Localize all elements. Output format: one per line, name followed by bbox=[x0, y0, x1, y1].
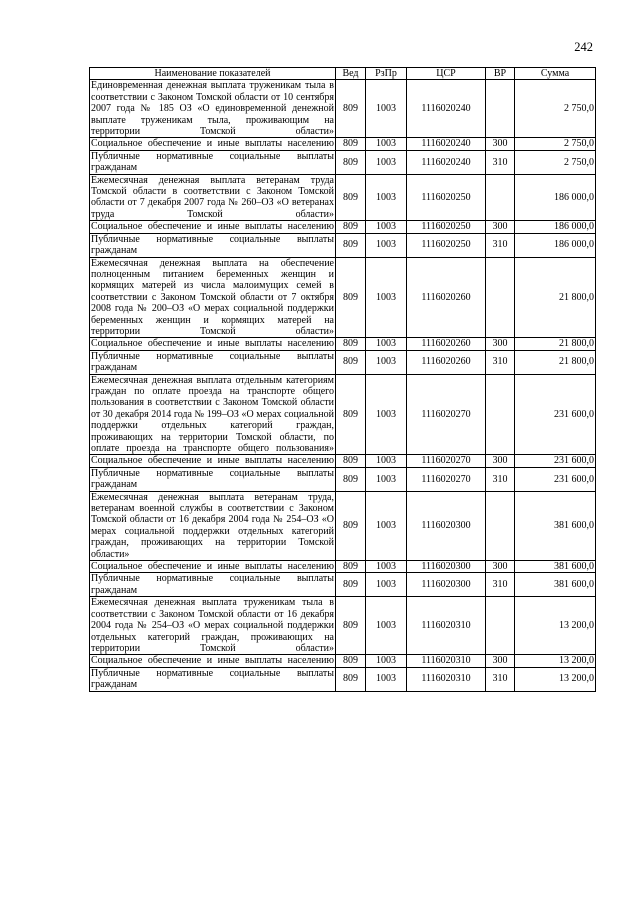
row-ved: 809 bbox=[336, 350, 366, 374]
row-rzpr: 1003 bbox=[366, 233, 407, 257]
row-vr: 310 bbox=[486, 667, 515, 691]
table-row bbox=[90, 561, 596, 573]
row-rzpr: 1003 bbox=[366, 573, 407, 597]
row-ved: 809 bbox=[336, 374, 366, 455]
row-sum: 21 800,0 bbox=[515, 257, 596, 338]
row-sum: 2 750,0 bbox=[515, 150, 596, 174]
row-name: Публичные нормативные социальные выплаты гражданам bbox=[91, 150, 334, 174]
table-row bbox=[90, 150, 596, 174]
row-vr: 300 bbox=[486, 221, 515, 233]
row-rzpr: 1003 bbox=[366, 597, 407, 655]
row-name: Публичные нормативные социальные выплаты гражданам bbox=[91, 573, 334, 596]
row-rzpr: 1003 bbox=[366, 561, 407, 573]
table-row bbox=[90, 667, 596, 691]
row-ved: 809 bbox=[336, 233, 366, 257]
row-name: Ежемесячная денежная выплата ветеранам труда, ветеранам военной службы в соответствии с Законом Томской области от 16 декабря 2004 года № 254–ОЗ «О мерах социальной поддержки отдельных категорий граждан, проживающих на территории Томской области» bbox=[91, 491, 334, 560]
row-sum: 186 000,0 bbox=[515, 233, 596, 257]
row-rzpr: 1003 bbox=[366, 667, 407, 691]
header-name: Наименование показателей bbox=[90, 68, 336, 80]
row-csr: 1116020260 bbox=[407, 350, 486, 374]
row-vr: 310 bbox=[486, 350, 515, 374]
table-row bbox=[90, 233, 596, 257]
row-rzpr: 1003 bbox=[366, 138, 407, 150]
table-row bbox=[90, 455, 596, 467]
row-ved: 809 bbox=[336, 655, 366, 667]
row-ved: 809 bbox=[336, 174, 366, 221]
row-vr bbox=[486, 174, 515, 221]
row-sum: 13 200,0 bbox=[515, 667, 596, 691]
table-row bbox=[90, 80, 596, 138]
row-vr: 310 bbox=[486, 150, 515, 174]
row-csr: 1116020260 bbox=[407, 338, 486, 350]
row-csr: 1116020310 bbox=[407, 597, 486, 655]
table-row bbox=[90, 491, 596, 560]
row-name: Ежемесячная денежная выплата труженикам тыла в соответствии с Законом Томской области от 16 декабря 2004 года № 254–ОЗ «О мерах социальной поддержки отдельных категорий граждан, проживающих на территории Томской области» bbox=[91, 597, 334, 654]
row-rzpr: 1003 bbox=[366, 467, 407, 491]
row-rzpr: 1003 bbox=[366, 374, 407, 455]
row-rzpr: 1003 bbox=[366, 150, 407, 174]
row-sum: 381 600,0 bbox=[515, 561, 596, 573]
row-ved: 809 bbox=[336, 221, 366, 233]
table-row bbox=[90, 467, 596, 491]
row-ved: 809 bbox=[336, 150, 366, 174]
row-sum: 381 600,0 bbox=[515, 573, 596, 597]
row-rzpr: 1003 bbox=[366, 350, 407, 374]
table-row bbox=[90, 655, 596, 667]
row-vr bbox=[486, 491, 515, 560]
row-sum: 21 800,0 bbox=[515, 350, 596, 374]
table-row bbox=[90, 221, 596, 233]
header-vr: ВР bbox=[486, 68, 515, 80]
table-row bbox=[90, 174, 596, 221]
row-csr: 1116020310 bbox=[407, 667, 486, 691]
row-name: Социальное обеспечение и иные выплаты населению bbox=[91, 655, 334, 667]
row-name: Социальное обеспечение и иные выплаты населению bbox=[91, 455, 334, 467]
row-csr: 1116020250 bbox=[407, 233, 486, 257]
row-name: Публичные нормативные социальные выплаты гражданам bbox=[91, 350, 334, 374]
table-row bbox=[90, 573, 596, 597]
row-rzpr: 1003 bbox=[366, 221, 407, 233]
budget-table bbox=[89, 67, 596, 692]
row-rzpr: 1003 bbox=[366, 338, 407, 350]
row-sum: 231 600,0 bbox=[515, 467, 596, 491]
row-ved: 809 bbox=[336, 597, 366, 655]
row-name: Социальное обеспечение и иные выплаты населению bbox=[91, 138, 334, 150]
header-csr: ЦСР bbox=[407, 68, 486, 80]
row-ved: 809 bbox=[336, 491, 366, 560]
row-sum: 21 800,0 bbox=[515, 338, 596, 350]
row-ved: 809 bbox=[336, 80, 366, 138]
table-row bbox=[90, 138, 596, 150]
row-name: Публичные нормативные социальные выплаты гражданам bbox=[91, 467, 334, 491]
row-vr: 300 bbox=[486, 655, 515, 667]
header-sum: Сумма bbox=[515, 68, 596, 80]
row-ved: 809 bbox=[336, 338, 366, 350]
row-vr: 310 bbox=[486, 573, 515, 597]
row-vr: 310 bbox=[486, 467, 515, 491]
row-rzpr: 1003 bbox=[366, 80, 407, 138]
row-sum: 186 000,0 bbox=[515, 221, 596, 233]
row-ved: 809 bbox=[336, 455, 366, 467]
row-name: Ежемесячная денежная выплата отдельным категориям граждан по оплате проезда на транспорте общего пользования в соответствии с Законом Томской области от 30 декабря 2014 года № 199–ОЗ «О мерах социальной поддержки отдельных категорий граждан, проживающих на территории Томской области, по оплате проезда на транспорте общего пользования» bbox=[91, 374, 334, 454]
row-sum: 231 600,0 bbox=[515, 455, 596, 467]
row-sum: 2 750,0 bbox=[515, 138, 596, 150]
row-vr bbox=[486, 257, 515, 338]
header-row bbox=[90, 68, 596, 80]
row-name: Ежемесячная денежная выплата на обеспечение полноценным питанием беременных женщин и кормящих матерей из числа малоимущих семей в соответствии с Законом Томской области от 7 октября 2008 года № 200–ОЗ «О мерах социальной поддержки беременных женщин и кормящих матерей на территории Томской области» bbox=[91, 257, 334, 337]
row-csr: 1116020240 bbox=[407, 80, 486, 138]
row-name: Публичные нормативные социальные выплаты гражданам bbox=[91, 233, 334, 257]
row-rzpr: 1003 bbox=[366, 491, 407, 560]
row-ved: 809 bbox=[336, 573, 366, 597]
row-sum: 13 200,0 bbox=[515, 597, 596, 655]
row-csr: 1116020310 bbox=[407, 655, 486, 667]
page-number: 242 bbox=[574, 40, 593, 54]
table-row bbox=[90, 338, 596, 350]
row-name: Публичные нормативные социальные выплаты гражданам bbox=[91, 667, 334, 691]
row-vr: 300 bbox=[486, 455, 515, 467]
row-rzpr: 1003 bbox=[366, 257, 407, 338]
row-csr: 1116020240 bbox=[407, 150, 486, 174]
row-csr: 1116020250 bbox=[407, 174, 486, 221]
row-ved: 809 bbox=[336, 667, 366, 691]
row-csr: 1116020270 bbox=[407, 455, 486, 467]
row-vr bbox=[486, 374, 515, 455]
row-vr: 310 bbox=[486, 233, 515, 257]
row-name: Социальное обеспечение и иные выплаты населению bbox=[91, 221, 334, 233]
row-vr: 300 bbox=[486, 138, 515, 150]
row-sum: 231 600,0 bbox=[515, 374, 596, 455]
row-name: Ежемесячная денежная выплата ветеранам труда Томской области в соответствии с Законом Томской области от 7 декабря 2007 года № 260–ОЗ «О ветеранах труда Томской области» bbox=[91, 174, 334, 220]
row-csr: 1116020250 bbox=[407, 221, 486, 233]
row-ved: 809 bbox=[336, 561, 366, 573]
row-csr: 1116020260 bbox=[407, 257, 486, 338]
row-vr bbox=[486, 597, 515, 655]
row-vr bbox=[486, 80, 515, 138]
row-csr: 1116020300 bbox=[407, 561, 486, 573]
table-header bbox=[90, 68, 596, 80]
row-name: Социальное обеспечение и иные выплаты населению bbox=[91, 338, 334, 350]
row-rzpr: 1003 bbox=[366, 655, 407, 667]
row-sum: 2 750,0 bbox=[515, 80, 596, 138]
table-row bbox=[90, 597, 596, 655]
row-csr: 1116020270 bbox=[407, 374, 486, 455]
row-name: Единовременная денежная выплата труженикам тыла в соответствии с Законом Томской области от 10 сентября 2007 года № 185 ОЗ «О единовременной денежной выплате труженикам тыла, проживающим на территории Томской области» bbox=[91, 80, 334, 138]
table-row bbox=[90, 374, 596, 455]
row-sum: 381 600,0 bbox=[515, 491, 596, 560]
row-ved: 809 bbox=[336, 467, 366, 491]
row-rzpr: 1003 bbox=[366, 455, 407, 467]
header-rzpr: РзПр bbox=[366, 68, 407, 80]
table-row bbox=[90, 350, 596, 374]
row-sum: 13 200,0 bbox=[515, 655, 596, 667]
table-row bbox=[90, 257, 596, 338]
header-ved: Вед bbox=[336, 68, 366, 80]
row-csr: 1116020240 bbox=[407, 138, 486, 150]
row-csr: 1116020300 bbox=[407, 573, 486, 597]
row-sum: 186 000,0 bbox=[515, 174, 596, 221]
row-csr: 1116020300 bbox=[407, 491, 486, 560]
row-vr: 300 bbox=[486, 338, 515, 350]
row-vr: 300 bbox=[486, 561, 515, 573]
row-ved: 809 bbox=[336, 138, 366, 150]
row-ved: 809 bbox=[336, 257, 366, 338]
table-body bbox=[90, 80, 596, 691]
row-name: Социальное обеспечение и иные выплаты населению bbox=[91, 561, 334, 573]
row-csr: 1116020270 bbox=[407, 467, 486, 491]
row-rzpr: 1003 bbox=[366, 174, 407, 221]
